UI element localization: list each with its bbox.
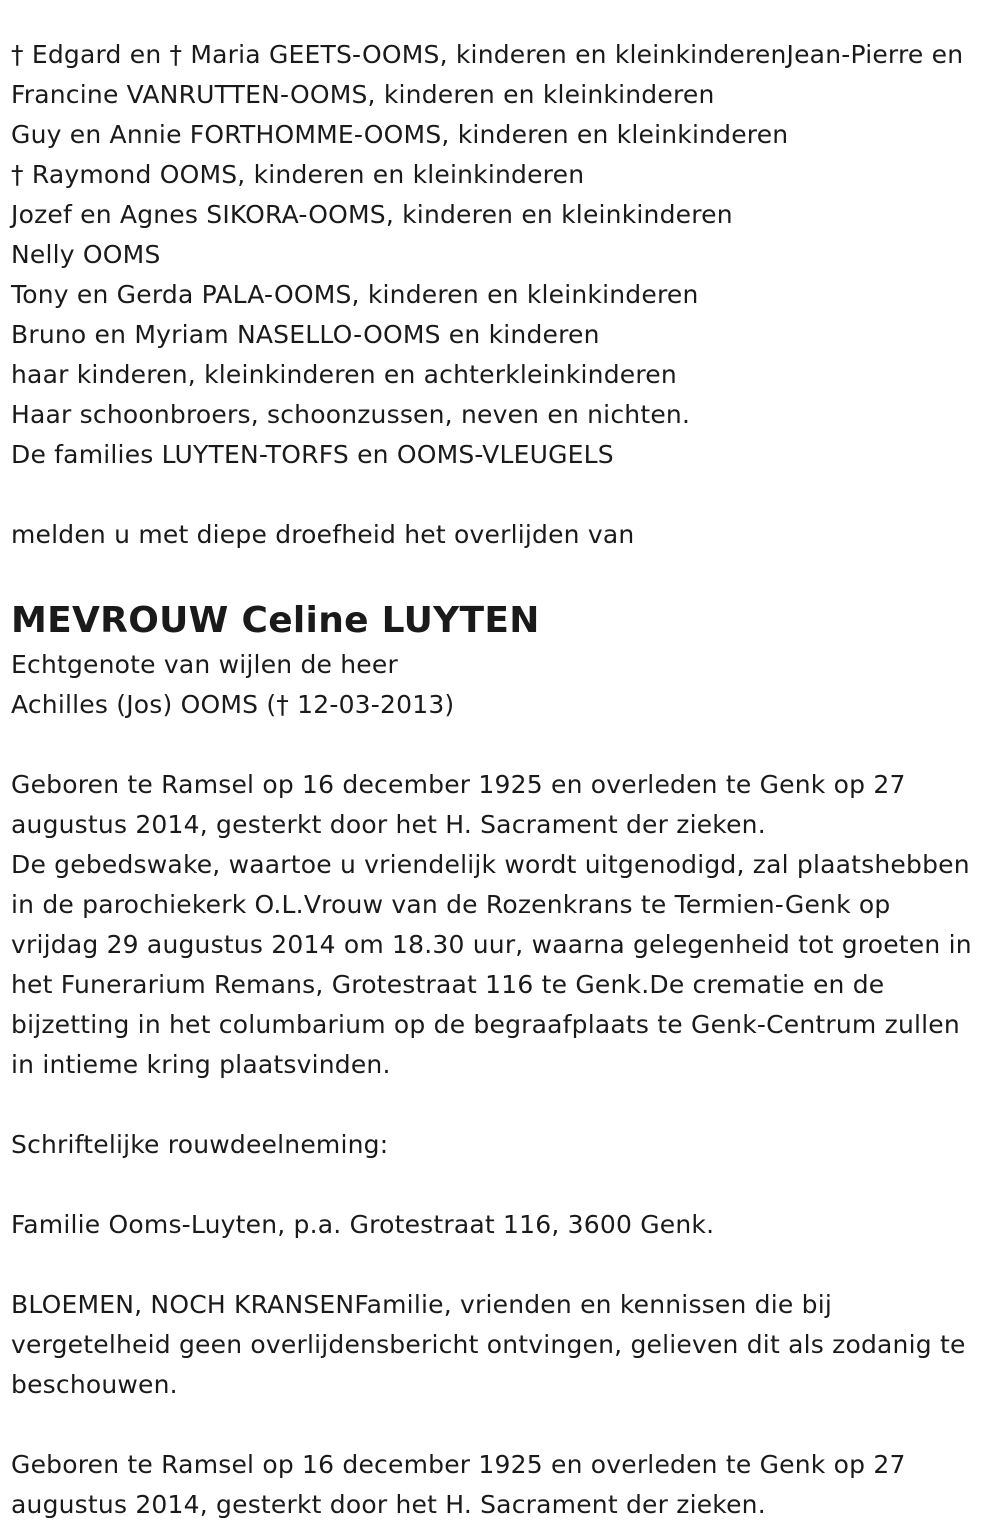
birth-death-details-repeat: Geboren te Ramsel op 16 december 1925 en overleden te Genk op 27 augustus 2014, gesterkt door het H. Sacrament der zieken. <box>11 1450 906 1519</box>
spouse-line: Achilles (Jos) OOMS († 12-03-2013) <box>11 690 455 719</box>
spacer <box>11 1405 982 1445</box>
spacer <box>11 725 982 765</box>
family-line: haar kinderen, kleinkinderen en achterkleinkinderen <box>11 360 677 389</box>
family-line: Guy en Annie FORTHOMME-OOMS, kinderen en kleinkinderen <box>11 120 789 149</box>
wake-details: De gebedswake, waartoe u vriendelijk wordt uitgenodigd, zal plaatshebben in de parochiekerk O.L.Vrouw van de Rozenkrans te Termien-Genk op vrijdag 29 augustus 2014 om 18.30 uur, waarna gelegenheid tot groeten in het Funerarium Remans, Grotestraat 116 te Genk.De crematie en de bijzetting in het columbarium op de begraafplaats te Genk-Centrum zullen in intieme kring plaatsvinden. <box>11 850 972 1079</box>
family-line: Bruno en Myriam NASELLO-OOMS en kinderen <box>11 320 600 349</box>
spacer <box>11 475 982 515</box>
birth-death-details: Geboren te Ramsel op 16 december 1925 en overleden te Genk op 27 augustus 2014, gesterkt door het H. Sacrament der zieken. <box>11 770 906 839</box>
family-line: † Edgard en † Maria GEETS-OOMS, kinderen en kleinkinderenJean-Pierre en Francine VANRUTTEN-OOMS, kinderen en kleinkinderen <box>11 40 964 109</box>
announcement-text: melden u met diepe droefheid het overlijden van <box>11 520 635 549</box>
deceased-name: MEVROUW Celine LUYTEN <box>11 600 540 641</box>
family-line: Haar schoonbroers, schoonzussen, neven en nichten. <box>11 400 691 429</box>
spacer <box>11 1245 982 1285</box>
family-list <box>11 35 982 475</box>
family-line: † Raymond OOMS, kinderen en kleinkinderen <box>11 160 585 189</box>
spacer <box>11 1085 982 1125</box>
family-line: Nelly OOMS <box>11 240 161 269</box>
family-line: Tony en Gerda PALA-OOMS, kinderen en kleinkinderen <box>11 280 699 309</box>
spouse-line: Echtgenote van wijlen de heer <box>11 650 398 679</box>
flowers-note: BLOEMEN, NOCH KRANSENFamilie, vrienden en kennissen die bij vergetelheid geen overlijdensbericht ontvingen, gelieven dit als zodanig te beschouwen. <box>11 1290 966 1399</box>
family-line: De families LUYTEN-TORFS en OOMS-VLEUGELS <box>11 440 614 469</box>
family-line: Jozef en Agnes SIKORA-OOMS, kinderen en kleinkinderen <box>11 200 733 229</box>
condolence-address: Familie Ooms-Luyten, p.a. Grotestraat 116, 3600 Genk. <box>11 1210 715 1239</box>
spacer <box>11 1165 982 1205</box>
condolence-label: Schriftelijke rouwdeelneming: <box>11 1130 389 1159</box>
